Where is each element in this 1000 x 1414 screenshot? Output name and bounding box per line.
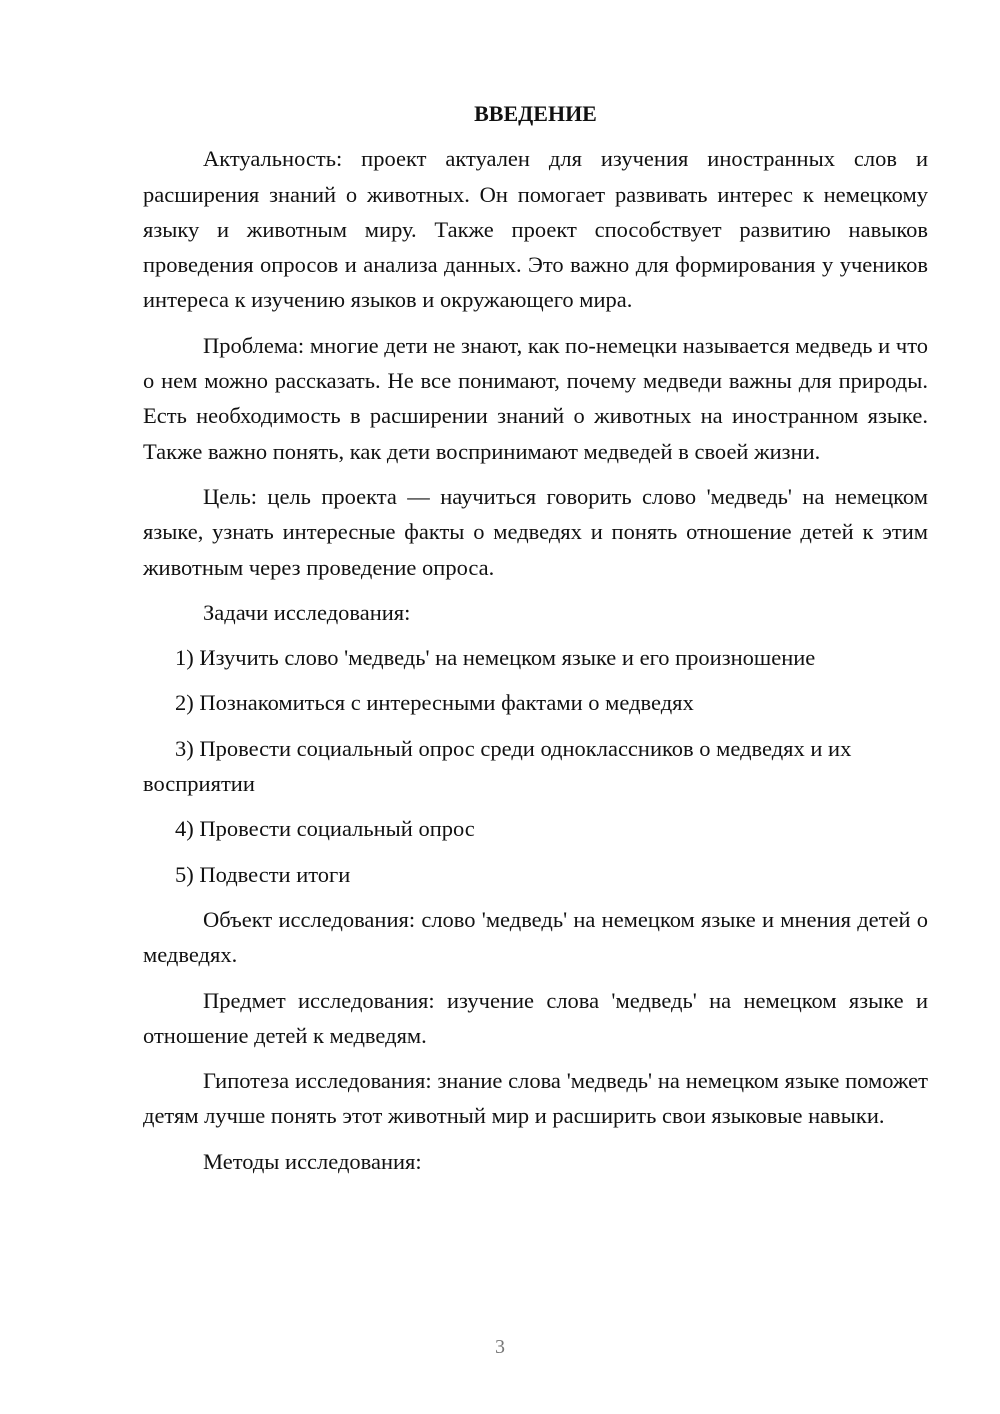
- relevance-paragraph: Актуальность: проект актуален для изучения иностранных слов и расширения знаний о животных. Он помогает развивать интерес к немецкому языку и животным миру. Также проект способствует развитию навыков проведения опросов и анализа данных. Это важно для формирования у учеников интереса к изучению языков и окружающего мира.: [143, 146, 928, 313]
- page-number: 3: [495, 1336, 505, 1358]
- task-item: 5) Подвести итоги: [175, 861, 351, 887]
- object-paragraph: Объект исследования: слово 'медведь' на немецком языке и мнения детей о медведях.: [143, 906, 928, 968]
- tasks-heading: Задачи исследования:: [203, 599, 411, 625]
- subject-paragraph: Предмет исследования: изучение слова 'медведь' на немецком языке и отношение детей к медведям.: [143, 987, 928, 1048]
- hypothesis-paragraph: Гипотеза исследования: знание слова 'медведь' на немецком языке поможет детям лучше понять этот животный мир и расширить свои языковые навыки.: [143, 1068, 928, 1129]
- task-item: 4) Провести социальный опрос: [175, 816, 475, 842]
- problem-paragraph: Проблема: многие дети не знают, как по-немецки называется медведь и что о нем можно рассказать. Не все понимают, почему медведи важны для природы. Есть необходимость в расширении знаний о животных на иностранном языке. Также важно понять, как дети воспринимают медведей в своей жизни.: [143, 332, 928, 464]
- task-item: 2) Познакомиться с интересными фактами о медведях: [175, 690, 694, 716]
- goal-paragraph: Цель: цель проекта — научиться говорить слово 'медведь' на немецком языке, узнать интересные факты о медведях и понять отношение детей к этим животным через проведение опроса.: [143, 483, 928, 580]
- section-title: ВВЕДЕНИЕ: [474, 101, 597, 126]
- task-item: 3) Провести социальный опрос среди одноклассников о медведях и их восприятии: [143, 735, 852, 797]
- methods-heading: Методы исследования:: [203, 1148, 422, 1174]
- task-item: 1) Изучить слово 'медведь' на немецком языке и его произношение: [175, 645, 816, 671]
- document-page: [143, 96, 928, 1189]
